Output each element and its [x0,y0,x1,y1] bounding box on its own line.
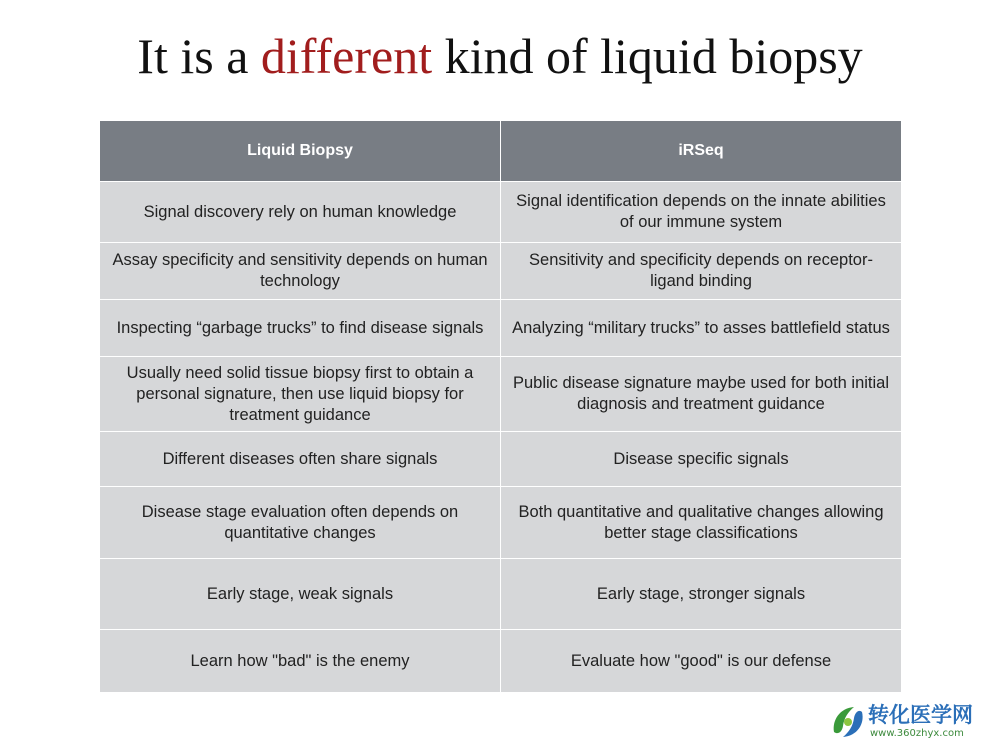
header-liquid-biopsy: Liquid Biopsy [100,121,501,182]
comparison-table [99,120,902,693]
table-header-row [100,121,902,182]
irseq-cell: Analyzing “military trucks” to asses battlefield status [501,300,902,357]
header-irseq: iRSeq [501,121,902,182]
slide-title [0,26,1000,86]
irseq-cell: Disease specific signals [501,432,902,487]
watermark-name: 转化医学网 [868,703,973,727]
title-text-before: It is a [137,28,261,84]
liquid-biopsy-cell: Different diseases often share signals [100,432,501,487]
liquid-biopsy-cell: Assay specificity and sensitivity depends on human technology [100,243,501,300]
table-row [100,432,902,487]
irseq-cell: Public disease signature maybe used for both initial diagnosis and treatment guidance [501,357,902,432]
table-row [100,182,902,243]
liquid-biopsy-cell: Early stage, weak signals [100,559,501,630]
liquid-biopsy-cell: Inspecting “garbage trucks” to find disease signals [100,300,501,357]
table-row [100,559,902,630]
leaf-swirl-logo-icon [828,702,868,742]
irseq-cell: Sensitivity and specificity depends on receptor-ligand binding [501,243,902,300]
table-row [100,630,902,693]
irseq-cell: Evaluate how "good" is our defense [501,630,902,693]
irseq-cell: Both quantitative and qualitative changes allowing better stage classifications [501,487,902,559]
table-row [100,357,902,432]
watermark-url: www.360zhyx.com [870,728,964,739]
table-row [100,487,902,559]
liquid-biopsy-cell: Usually need solid tissue biopsy first to obtain a personal signature, then use liquid biopsy for treatment guidance [100,357,501,432]
title-text-after: kind of liquid biopsy [432,28,863,84]
title-accent-word: different [260,28,433,84]
site-watermark [828,700,988,744]
liquid-biopsy-cell: Signal discovery rely on human knowledge [100,182,501,243]
table-row [100,243,902,300]
irseq-cell: Early stage, stronger signals [501,559,902,630]
table-row [100,300,902,357]
liquid-biopsy-cell: Learn how "bad" is the enemy [100,630,501,693]
irseq-cell: Signal identification depends on the innate abilities of our immune system [501,182,902,243]
liquid-biopsy-cell: Disease stage evaluation often depends on quantitative changes [100,487,501,559]
